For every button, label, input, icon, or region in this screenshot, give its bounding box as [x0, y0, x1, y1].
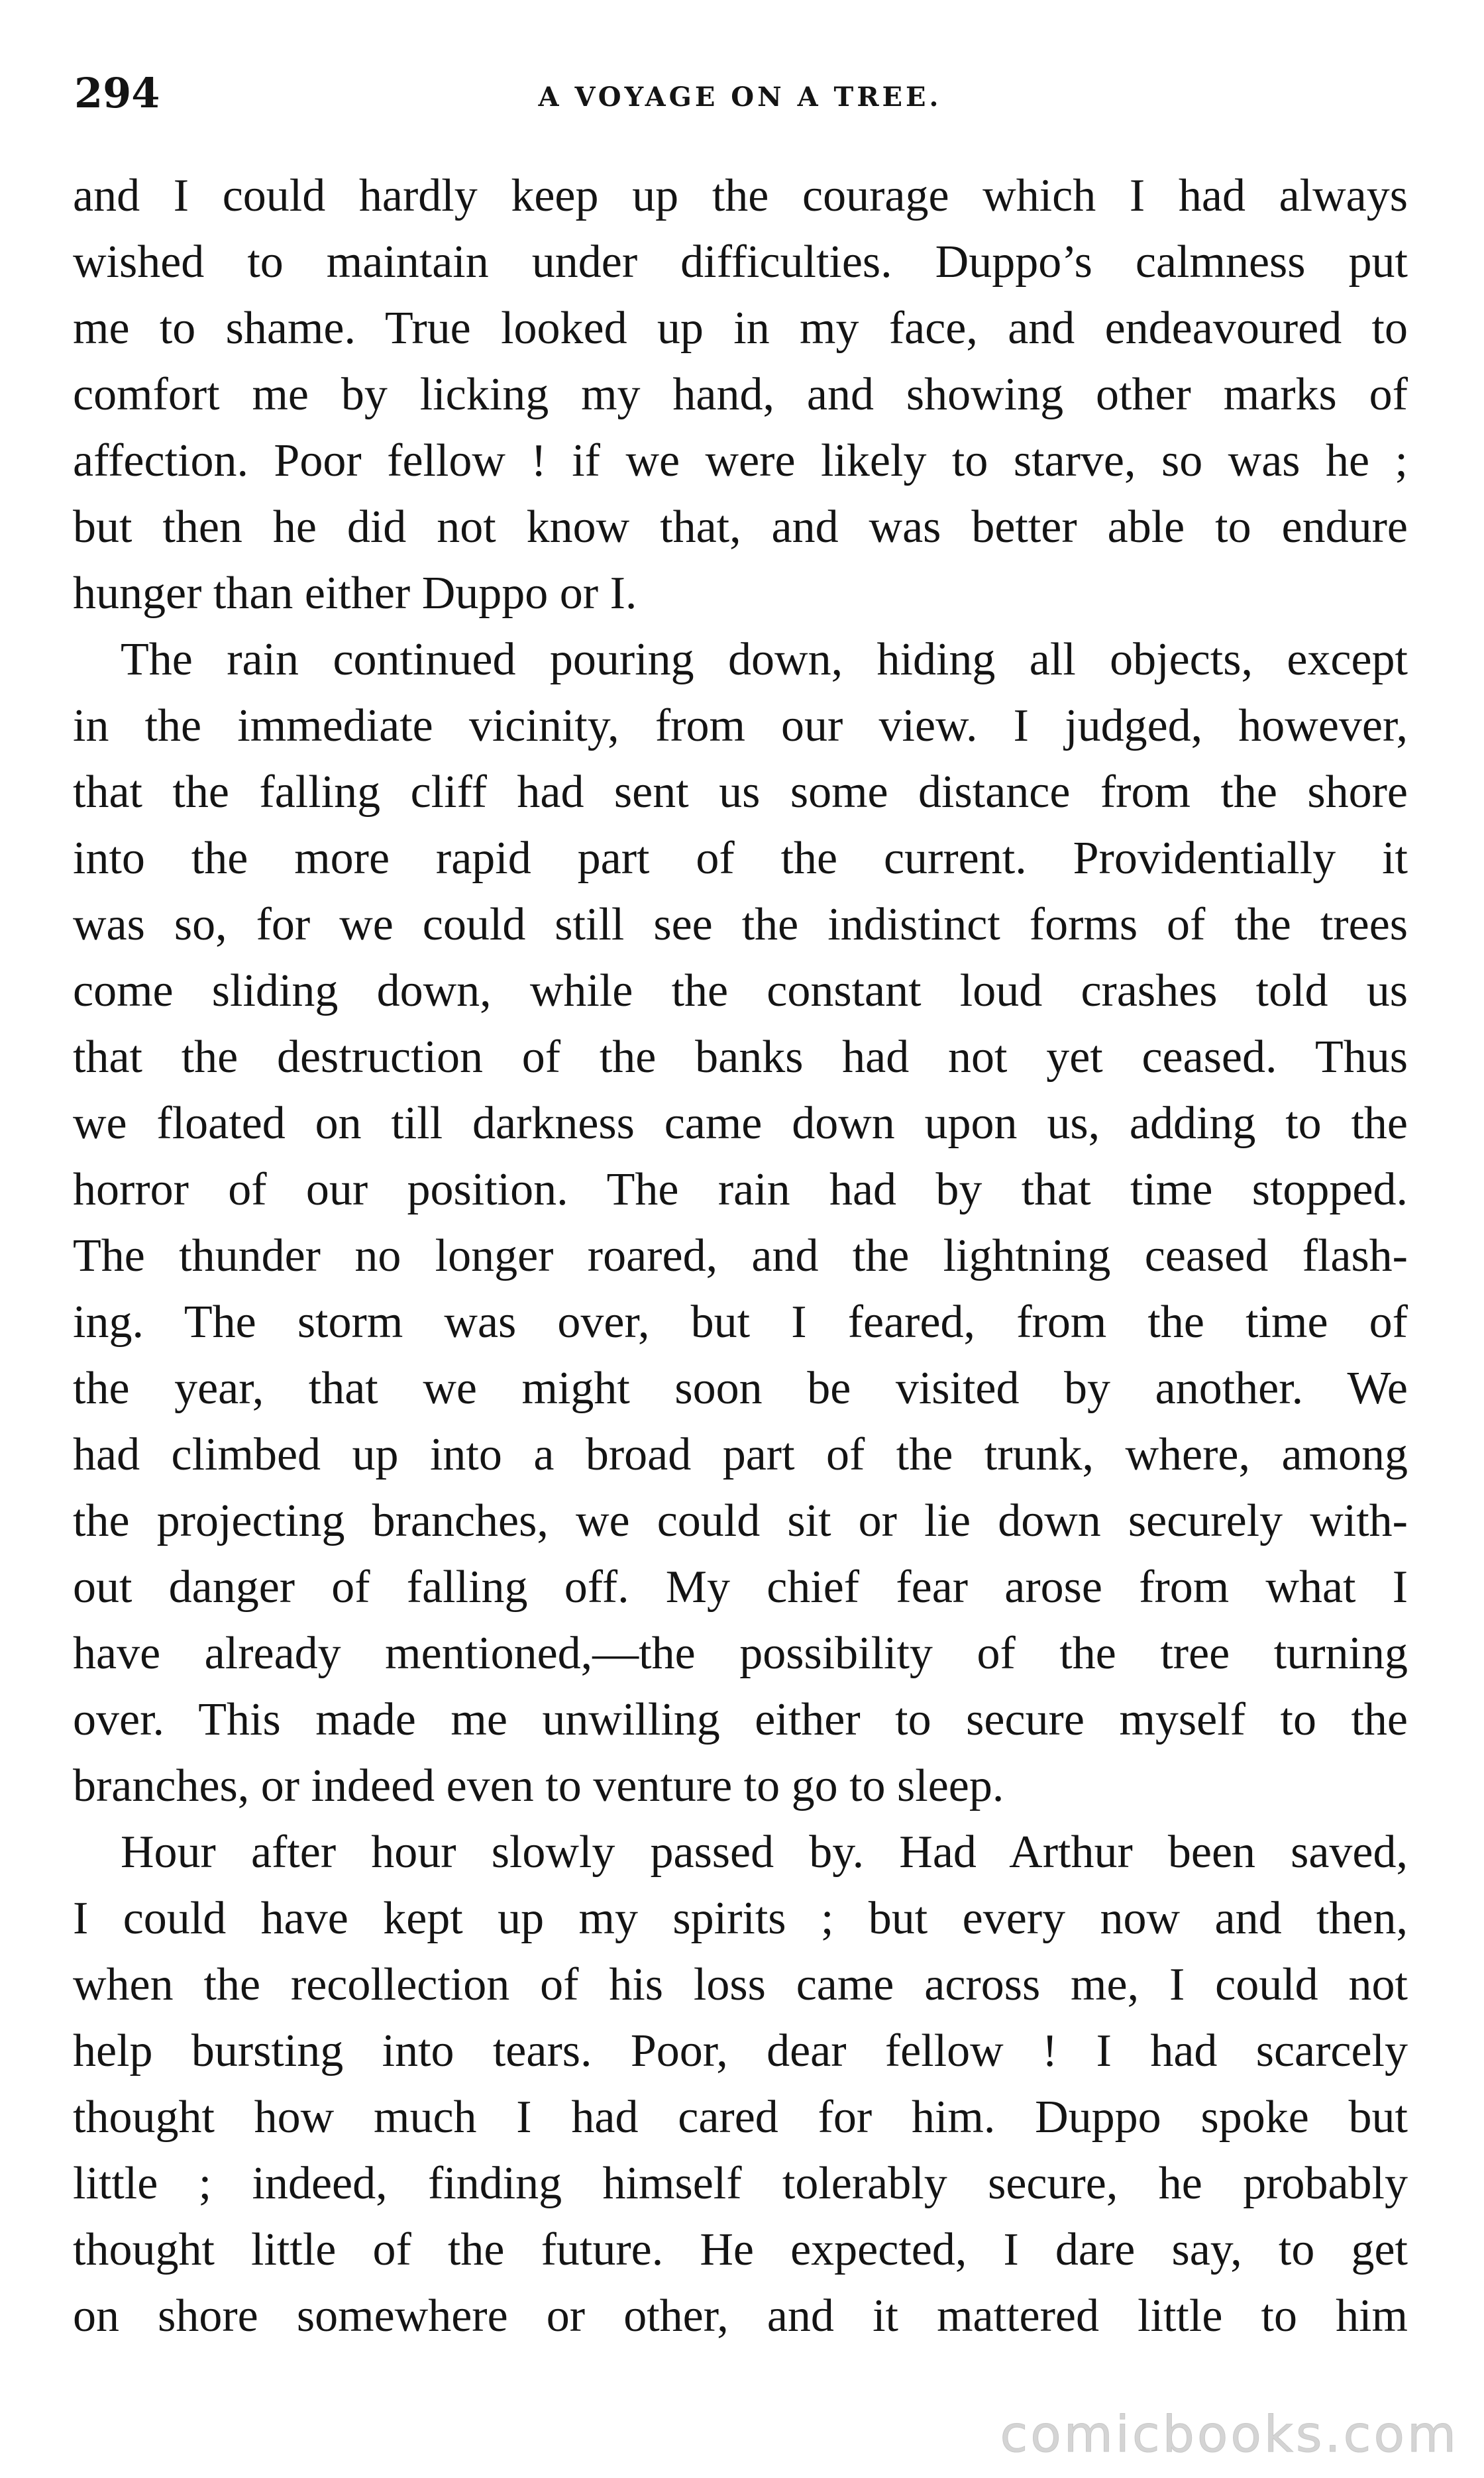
text-line: me to shame. True looked up in my face, and endeavoured to [73, 303, 1408, 354]
text-line: affection. Poor fellow ! if we were likely to starve, so was he ; [73, 435, 1408, 486]
text-line: come sliding down, while the constant loud crashes told us [73, 965, 1408, 1016]
text-line: had climbed up into a broad part of the trunk, where, among [73, 1429, 1408, 1480]
text-line: thought how much I had cared for him. Duppo spoke but [73, 2092, 1408, 2143]
text-line: horror of our position. The rain had by that time stopped. [73, 1164, 1408, 1215]
text-line: branches, or indeed even to venture to go to sleep. [73, 1760, 1004, 1811]
text-line: have already mentioned,—the possibility of the tree turning [73, 1628, 1408, 1679]
text-line: comfort me by licking my hand, and showing other marks of [73, 369, 1408, 420]
text-line: wished to maintain under difficulties. Duppo’s calmness put [73, 237, 1408, 288]
watermark: comicbooks.com [1000, 2404, 1459, 2463]
text-line: I could have kept up my spirits ; but every now and then, [73, 1893, 1408, 1944]
text-line: into the more rapid part of the current. Providentially it [73, 833, 1408, 884]
paragraph [73, 163, 1408, 627]
page-header [74, 64, 1406, 123]
text-line: on shore somewhere or other, and it mattered little to him [73, 2290, 1408, 2342]
text-line: in the immediate vicinity, from our view. I judged, however, [73, 700, 1408, 751]
text-line: the projecting branches, we could sit or lie down securely with- [73, 1495, 1408, 1546]
text-line: Hour after hour slowly passed by. Had Arthur been saved, [121, 1827, 1408, 1878]
text-line: but then he did not know that, and was better able to endure [73, 502, 1408, 553]
paragraph [73, 1819, 1408, 2349]
text-line: was so, for we could still see the indistinct forms of the trees [73, 899, 1408, 950]
text-line: hunger than either Duppo or I. [73, 568, 637, 619]
text-line: The rain continued pouring down, hiding all objects, except [121, 634, 1408, 685]
text-line: and I could hardly keep up the courage which I had always [73, 170, 1408, 221]
text-line: we floated on till darkness came down upon us, adding to the [73, 1098, 1408, 1149]
text-line: that the destruction of the banks had not yet ceased. Thus [73, 1032, 1408, 1083]
text-line: thought little of the future. He expected, I dare say, to get [73, 2224, 1408, 2275]
text-line: The thunder no longer roared, and the lightning ceased flash- [73, 1230, 1408, 1281]
text-line: ing. The storm was over, but I feared, from the time of [73, 1297, 1408, 1348]
text-line: over. This made me unwilling either to secure myself to the [73, 1694, 1408, 1745]
text-line: the year, that we might soon be visited by another. We [73, 1363, 1408, 1414]
running-title: A VOYAGE ON A TREE. [538, 81, 942, 113]
text-line: out danger of falling off. My chief fear arose from what I [73, 1562, 1408, 1613]
body-text [73, 163, 1408, 2349]
text-line: that the falling cliff had sent us some distance from the shore [73, 767, 1408, 818]
text-line: little ; indeed, finding himself tolerably secure, he probably [73, 2158, 1408, 2209]
page-number: 294 [74, 69, 160, 117]
paragraph [73, 627, 1408, 1819]
text-line: when the recollection of his loss came across me, I could not [73, 1959, 1408, 2010]
text-line: help bursting into tears. Poor, dear fellow ! I had scarcely [73, 2025, 1408, 2076]
